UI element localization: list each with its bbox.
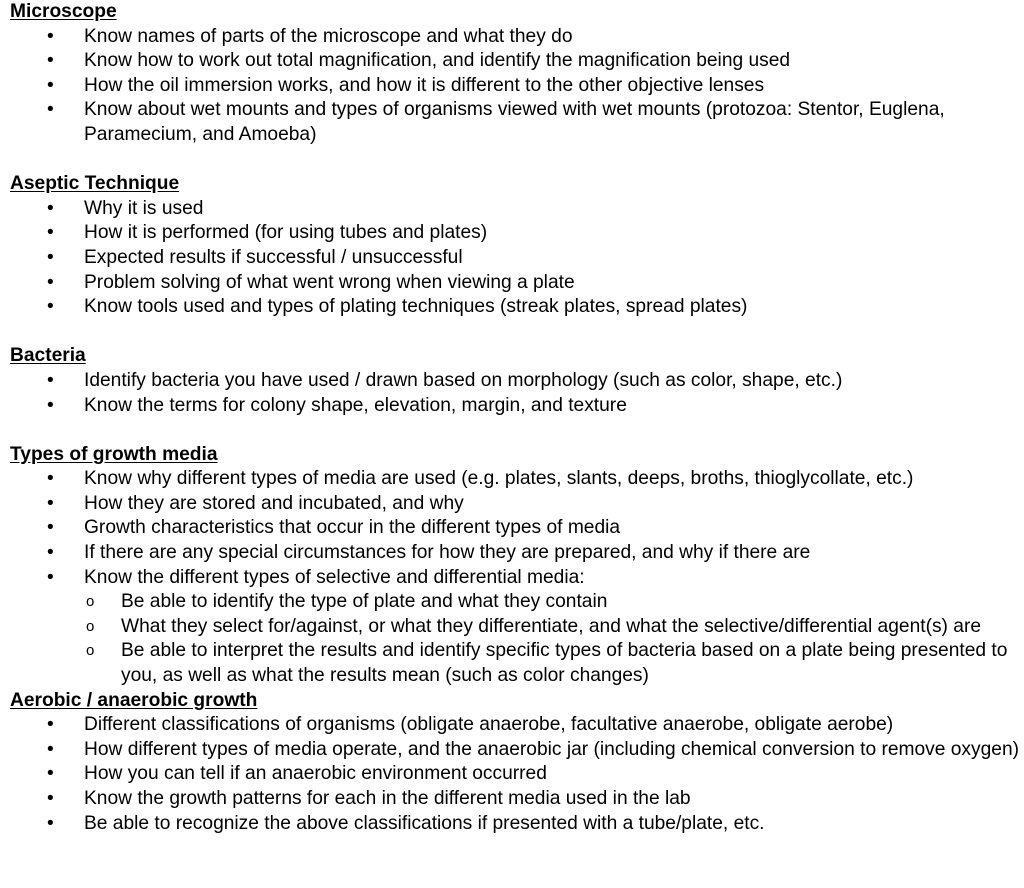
bullet-icon: • (47, 738, 54, 760)
bullet-icon: • (47, 222, 54, 244)
list-item-text: Growth characteristics that occur in the different types of media (84, 517, 621, 539)
bullet-list (10, 369, 1020, 418)
list-item-text: How different types of media operate, and the anaerobic jar (including chemical conversion to remove oxygen) (84, 738, 1020, 760)
list-item-text: Know tools used and types of plating techniques (streak plates, spread plates) (84, 296, 748, 318)
bullet-icon: • (47, 50, 54, 72)
bullet-icon: • (47, 763, 54, 785)
bullet-icon: • (47, 296, 54, 318)
bullet-icon: • (47, 99, 54, 121)
bullet-icon: • (47, 542, 54, 564)
list-item (10, 295, 1020, 320)
hollow-bullet-icon: o (86, 593, 95, 611)
bullet-list (10, 197, 1020, 320)
bullet-icon: • (47, 812, 54, 834)
list-item (10, 787, 1020, 812)
list-item (10, 467, 1020, 492)
bullet-icon: • (47, 369, 54, 391)
list-item-text: What they select for/against, or what they differentiate, and what the selective/differential agent(s) are (121, 615, 982, 637)
list-item-text: How it is performed (for using tubes and plates) (84, 222, 488, 244)
bullet-icon: • (47, 271, 54, 293)
list-item-text: Be able to identify the type of plate and what they contain (121, 591, 608, 613)
list-item-text: Know how to work out total magnification, and identify the magnification being used (84, 50, 791, 72)
bullet-icon: • (47, 25, 54, 47)
list-item (10, 516, 1020, 541)
list-item (10, 812, 1020, 837)
list-item (10, 271, 1020, 296)
bullet-icon: • (47, 74, 54, 96)
document (10, 0, 1020, 836)
list-item-text: Expected results if successful / unsuccessful (84, 246, 463, 268)
list-item-text: Identify bacteria you have used / drawn based on morphology (such as color, shape, etc.) (84, 369, 843, 391)
section (10, 172, 1020, 320)
list-item-text: Know about wet mounts and types of organisms viewed with wet mounts (protozoa: Stentor, Euglena, Paramecium, and Amoeba) (84, 99, 945, 145)
section (10, 689, 1020, 837)
list-item-text: Know names of parts of the microscope and what they do (84, 25, 573, 47)
sub-list-item (10, 615, 1020, 640)
sub-list-item (10, 639, 1020, 688)
section-heading: Bacteria (10, 345, 86, 367)
list-item (10, 394, 1020, 419)
list-item (10, 492, 1020, 517)
bullet-icon: • (47, 468, 54, 490)
bullet-icon: • (47, 394, 54, 416)
section-heading: Aseptic Technique (10, 173, 180, 195)
list-item (10, 74, 1020, 99)
list-item-text: Problem solving of what went wrong when viewing a plate (84, 271, 575, 293)
section-heading: Aerobic / anaerobic growth (10, 689, 258, 711)
section (10, 344, 1020, 418)
bullet-icon: • (47, 788, 54, 809)
list-item (10, 738, 1020, 763)
bullet-list (10, 467, 1020, 688)
list-item (10, 25, 1020, 50)
bullet-icon: • (47, 714, 54, 736)
list-item (10, 221, 1020, 246)
bullet-list (10, 713, 1020, 836)
bullet-icon: • (47, 517, 54, 539)
list-item (10, 566, 1020, 591)
list-item-text: How you can tell if an anaerobic environment occurred (84, 763, 547, 785)
list-item (10, 197, 1020, 222)
bullet-icon: • (47, 566, 54, 588)
bullet-list (10, 25, 1020, 148)
list-item-text: Know the growth patterns for each in the different media used in the lab (84, 788, 691, 809)
list-item (10, 762, 1020, 787)
section (10, 443, 1020, 689)
hollow-bullet-icon: o (86, 617, 95, 635)
bullet-icon: • (47, 197, 54, 219)
list-item (10, 713, 1020, 738)
list-item-text: Know the terms for colony shape, elevation, margin, and texture (84, 394, 627, 416)
list-item-text: How the oil immersion works, and how it is different to the other objective lenses (84, 74, 765, 96)
bullet-icon: • (47, 246, 54, 268)
bullet-icon: • (47, 492, 54, 514)
list-item (10, 369, 1020, 394)
section (10, 0, 1020, 148)
list-item (10, 246, 1020, 271)
list-item-text: Be able to recognize the above classifications if presented with a tube/plate, etc. (84, 812, 765, 834)
sub-list-item (10, 590, 1020, 615)
section-heading: Microscope (10, 1, 117, 22)
hollow-bullet-icon: o (86, 642, 95, 660)
list-item-text: How they are stored and incubated, and why (84, 492, 464, 514)
list-item-text: Know the different types of selective and differential media: (84, 566, 585, 588)
list-item-text: Why it is used (84, 197, 204, 219)
list-item (10, 98, 1020, 147)
section-heading: Types of growth media (10, 443, 218, 465)
list-item (10, 541, 1020, 566)
list-item-text: Different classifications of organisms (obligate anaerobe, facultative anaerobe, obligate aerobe) (84, 714, 894, 736)
list-item-text: If there are any special circumstances for how they are prepared, and why if there are (84, 542, 811, 564)
list-item-text: Know why different types of media are used (e.g. plates, slants, deeps, broths, thioglycollate, etc.) (84, 468, 914, 490)
list-item-text: Be able to interpret the results and identify specific types of bacteria based on a plate being presented to you, as well as what the results mean (such as color changes) (121, 640, 1008, 687)
list-item (10, 49, 1020, 74)
